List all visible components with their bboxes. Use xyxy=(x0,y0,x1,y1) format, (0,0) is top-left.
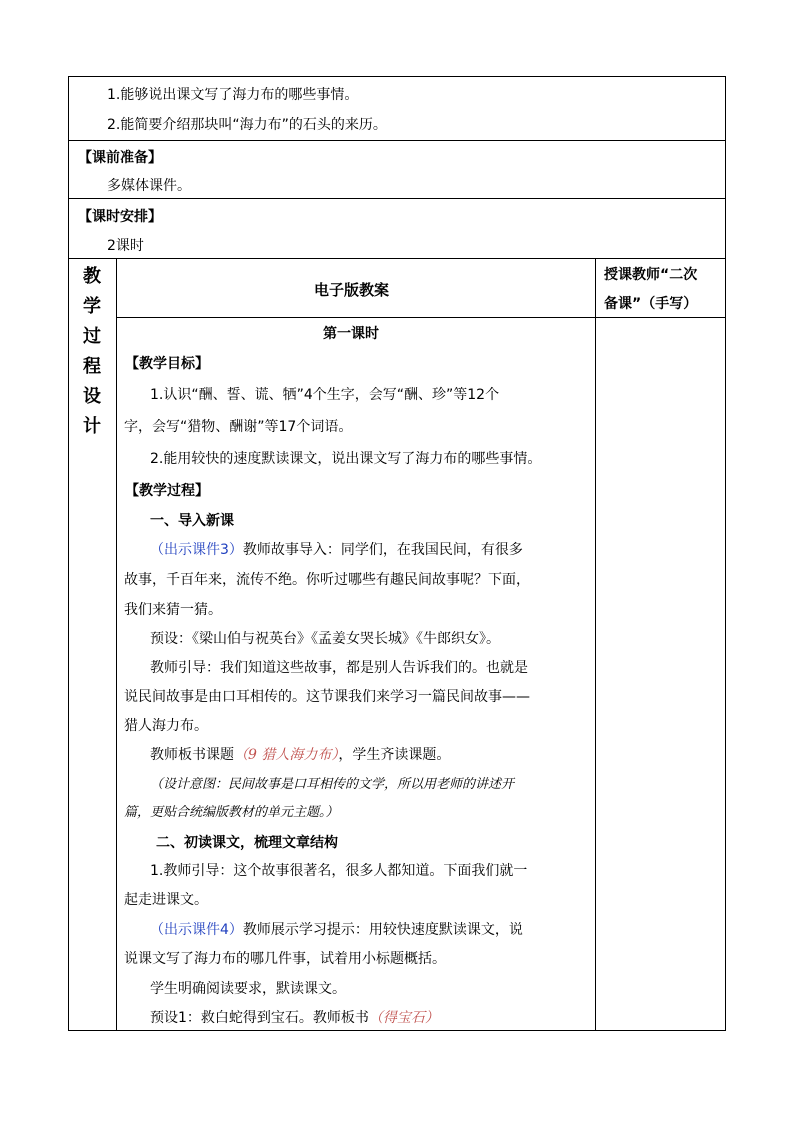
lesson-title: 第一课时 xyxy=(323,326,379,342)
objective-1: 1.能够说出课文写了海力布的哪些事情。 xyxy=(107,87,359,103)
paragraph-3-line-2: 说民间故事是由口耳相传的。这节课我们来学习一篇民间故事—— xyxy=(124,689,530,705)
section-2-heading: 二、初读课文，梳理文章结构 xyxy=(156,835,338,851)
paragraph-6-line-2: 说课文写了海力布的哪几件事，试着用小标题概括。 xyxy=(124,951,446,967)
paragraph-text: ，学生齐读课题。 xyxy=(338,747,451,763)
design-intent-line-2: 篇，更贴合统编版教材的单元主题。） xyxy=(124,805,339,820)
paragraph-8 xyxy=(150,1009,439,1027)
schedule-heading: 【课时安排】 xyxy=(78,209,162,225)
board-note: （得宝石） xyxy=(368,1010,439,1026)
paragraph-text: 教师故事导入：同学们，在我国民间，有很多 xyxy=(242,542,523,558)
goal-1-line-2: 字，会写“猎物、酬谢”等17个词语。 xyxy=(124,419,353,435)
column-header-right-2: 备课”（手写） xyxy=(604,296,698,312)
side-label-char: 过 xyxy=(83,326,101,347)
paragraph-1-line-1 xyxy=(150,541,523,559)
paragraph-text: 教师展示学习提示：用较快速度默读课文，说 xyxy=(242,922,523,938)
prep-heading: 【课前准备】 xyxy=(78,150,162,166)
goal-1-line-1: 1.认识“酬、誓、谎、牺”4个生字，会写“酬、珍”等12个 xyxy=(150,387,500,403)
paragraph-1-line-3: 我们来猜一猜。 xyxy=(124,602,222,618)
side-label-char: 教 xyxy=(83,266,101,287)
process-heading: 【教学过程】 xyxy=(125,483,209,499)
paragraph-1-line-2: 故事，千百年来，流传不绝。你听过哪些有趣民间故事呢？下面， xyxy=(124,572,530,588)
paragraph-4 xyxy=(150,746,450,764)
prep-text: 多媒体课件。 xyxy=(107,178,191,194)
paragraph-3-line-1: 教师引导：我们知道这些故事，都是别人告诉我们的。也就是 xyxy=(150,660,528,676)
objective-2: 2.能简要介绍那块叫“海力布”的石头的来历。 xyxy=(107,117,387,133)
goal-2: 2.能用较快的速度默读课文，说出课文写了海力布的哪些事情。 xyxy=(150,451,542,467)
side-label-char: 计 xyxy=(83,416,101,437)
paragraph-3-line-3: 猎人海力布。 xyxy=(124,718,208,734)
courseware-tag: （出示课件3） xyxy=(150,542,243,558)
paragraph-5-line-2: 起走进课文。 xyxy=(124,892,208,908)
design-intent-line-1: （设计意图：民间故事是口耳相传的文学，所以用老师的讲述开 xyxy=(150,777,515,792)
paragraph-2: 预设：《梁山伯与祝英台》《孟姜女哭长城》《牛郎织女》。 xyxy=(150,631,500,647)
board-title: （9 猎人海力布） xyxy=(234,747,339,763)
paragraph-text: 教师板书课题 xyxy=(150,747,234,763)
paragraph-text: 预设1：救白蛇得到宝石。教师板书 xyxy=(150,1010,369,1026)
goal-heading: 【教学目标】 xyxy=(125,356,209,372)
side-label-char: 设 xyxy=(83,386,101,407)
paragraph-5-line-1: 1.教师引导：这个故事很著名，很多人都知道。下面我们就一 xyxy=(150,863,528,879)
side-label-char: 学 xyxy=(83,296,101,317)
paragraph-6-line-1 xyxy=(150,921,523,939)
courseware-tag: （出示课件4） xyxy=(150,922,243,938)
side-label-char: 程 xyxy=(83,356,101,377)
schedule-text: 2课时 xyxy=(107,238,144,254)
column-header-right-1: 授课教师“二次 xyxy=(604,267,698,283)
section-1-heading: 一、导入新课 xyxy=(150,513,234,529)
paragraph-7: 学生明确阅读要求，默读课文。 xyxy=(150,981,346,997)
column-header-center: 电子版教案 xyxy=(314,281,390,299)
